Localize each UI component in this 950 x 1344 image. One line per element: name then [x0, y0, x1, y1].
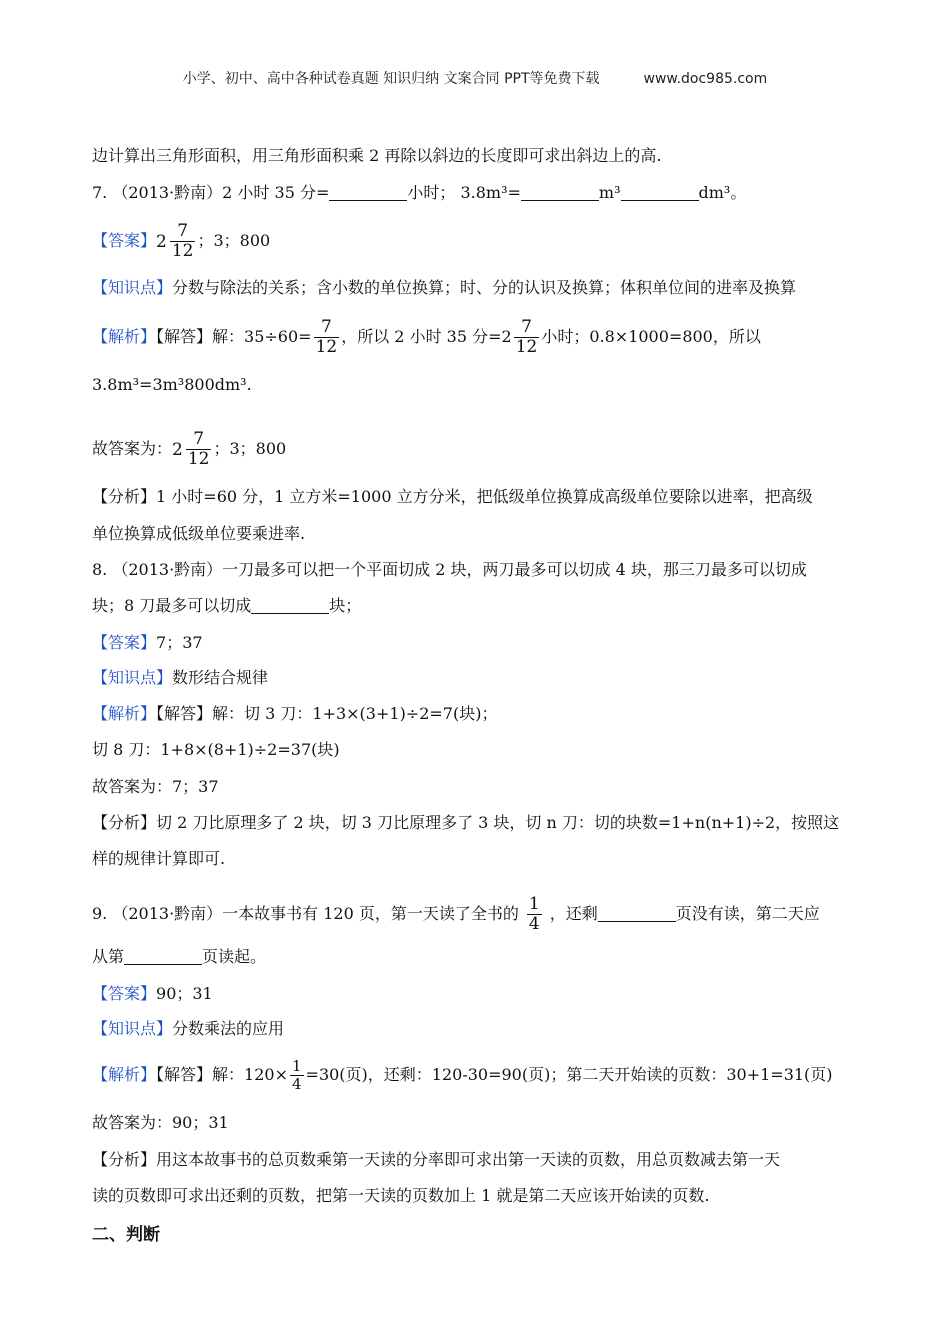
q9-blank-2[interactable]	[124, 948, 202, 965]
solution-tag: 【解答】	[156, 1065, 213, 1084]
q7-knowledge	[92, 277, 796, 299]
q7-blank-1[interactable]	[329, 184, 407, 201]
q9-line2-a: 从第	[92, 947, 125, 966]
q7-solution	[92, 318, 761, 357]
q9-answer	[92, 983, 213, 1005]
q9-answer-text: 90；31	[156, 984, 213, 1003]
q7-comment1: 1 小时=60 分，1 立方米=1000 立方分米，把低级单位换算成高级单位要除以进率，把高级	[156, 487, 813, 506]
q7-knowledge-text: 分数与除法的关系；含小数的单位换算；时、分的认识及换算；体积单位间的进率及换算	[172, 278, 797, 297]
q8-question-line1: 8. （2013·黔南）一刀最多可以把一个平面切成 2 块，两刀最多可以切成 4 块，那三刀最多可以切成	[92, 560, 807, 579]
q8-sol1: 解：切 3 刀：1+3×(3+1)÷2=7(块)；	[212, 704, 498, 723]
q9-knowledge	[92, 1018, 284, 1040]
q7-sol-den: 12	[315, 337, 338, 357]
q7-final-fraction	[186, 430, 212, 469]
q7-comment2: 单位换算成低级单位要乘进率.	[92, 524, 306, 543]
q8-answer-text: 7；37	[156, 633, 203, 652]
carry-line: 边计算出三角形面积，用三角形面积乘 2 再除以斜边的长度即可求出斜边上的高.	[92, 146, 662, 165]
q7-answer-fraction	[170, 222, 196, 261]
q9-blank-1[interactable]	[598, 905, 676, 922]
analysis-tag: 【解析】	[92, 1065, 157, 1084]
q8-final: 故答案为：7；37	[92, 777, 219, 796]
solution-tag: 【解答】	[156, 327, 213, 346]
q7-answer-whole: 2	[156, 231, 167, 252]
q9-sol-num: 1	[291, 1057, 302, 1075]
q7-mid2: m³	[598, 183, 621, 202]
q8-solution-line2: 切 8 刀：1+8×(8+1)÷2=37(块)	[92, 740, 340, 759]
q7-sol-num-2: 7	[521, 317, 532, 337]
knowledge-tag: 【知识点】	[92, 278, 173, 297]
q9-sol2: =30(页)，还剩：120-30=90(页)；第二天开始读的页数：30+1=31(页)	[305, 1065, 833, 1084]
q8-knowledge-text: 数形结合规律	[172, 668, 269, 687]
q8-question-line2	[92, 595, 361, 617]
q9-final: 故答案为：90；31	[92, 1113, 229, 1132]
comment-tag: 【分析】	[92, 813, 157, 832]
q7-question	[92, 182, 746, 204]
q7-mid1: 小时； 3.8m³=	[407, 183, 521, 202]
q9-frac-den: 4	[528, 914, 540, 934]
q8-knowledge	[92, 667, 268, 689]
q7-final-num: 7	[193, 429, 205, 449]
q9-sol-den: 4	[291, 1075, 302, 1093]
comment-tag: 【分析】	[92, 487, 157, 506]
q7-sol-fraction	[314, 318, 340, 357]
q9-solution	[92, 1058, 833, 1093]
q7-sol-fraction-2	[514, 318, 540, 357]
q7-sol1: 解：35÷60=	[212, 327, 312, 346]
q9-line2-b: 页读起。	[202, 947, 267, 966]
q7-final-whole: 2	[172, 439, 183, 460]
q7-sol-den-2: 12	[515, 337, 538, 357]
q9-comment1: 用这本故事书的总页数乘第一天读的分率即可求出第一天读的页数，用总页数减去第一天	[156, 1150, 781, 1169]
page-header	[0, 68, 950, 88]
q8-answer	[92, 632, 203, 654]
solution-tag: 【解答】	[156, 704, 213, 723]
q7-sol3: 小时；0.8×1000=800，所以	[541, 327, 761, 346]
q8-line2-a: 块；8 刀最多可以切成	[92, 596, 252, 615]
q7-final	[92, 430, 286, 469]
knowledge-tag: 【知识点】	[92, 668, 173, 687]
header-site: www.doc985.com	[643, 71, 768, 87]
q8-comment2: 样的规律计算即可.	[92, 849, 226, 868]
q8-comment1: 切 2 刀比原理多了 2 块，切 3 刀比原理多了 3 块，切 n 刀：切的块数=1+n(n+1)÷2，按照这	[156, 813, 840, 832]
q9-question-line1	[92, 895, 820, 934]
q9-frac-num: 1	[528, 894, 540, 914]
q9-comment	[92, 1149, 780, 1171]
q8-comment	[92, 812, 839, 834]
q9-sol1: 解：120×	[212, 1065, 288, 1084]
q7-final-prefix: 故答案为：	[92, 439, 173, 458]
q7-comment	[92, 486, 813, 508]
q9-comment2: 读的页数即可求出还剩的页数，把第一天读的页数加上 1 就是第二天应该开始读的页数.	[92, 1186, 710, 1205]
q9-fraction	[527, 895, 542, 934]
comment-tag: 【分析】	[92, 1150, 157, 1169]
q9-knowledge-text: 分数乘法的应用	[172, 1019, 285, 1038]
q9-sol-fraction	[290, 1058, 304, 1093]
q7-answer-num: 7	[177, 221, 189, 241]
q9-line1-b: ，还剩	[549, 904, 598, 923]
answer-tag: 【答案】	[92, 633, 157, 652]
analysis-tag: 【解析】	[92, 327, 157, 346]
header-text: 小学、初中、高中各种试卷真题 知识归纳 文案合同 PPT等免费下载	[182, 71, 600, 87]
q9-line1-a: 9. （2013·黔南）一本故事书有 120 页，第一天读了全书的	[92, 904, 519, 923]
q7-final-rest: ；3；800	[213, 439, 287, 458]
q8-blank[interactable]	[251, 597, 329, 614]
q7-answer-rest: ；3；800	[197, 231, 271, 250]
q7-blank-3[interactable]	[621, 184, 699, 201]
q7-blank-2[interactable]	[521, 184, 599, 201]
q9-line1-c: 页没有读，第二天应	[675, 904, 820, 923]
q7-prefix: 7. （2013·黔南）2 小时 35 分=	[92, 183, 330, 202]
q7-answer-den: 12	[171, 241, 194, 261]
q7-sol2: ，所以 2 小时 35 分=2	[341, 327, 512, 346]
section-heading: 二、判断	[92, 1225, 160, 1245]
knowledge-tag: 【知识点】	[92, 1019, 173, 1038]
answer-tag: 【答案】	[92, 231, 157, 250]
analysis-tag: 【解析】	[92, 704, 157, 723]
q7-final-den: 12	[187, 449, 210, 469]
q7-sol-num: 7	[320, 317, 332, 337]
q7-end: dm³。	[698, 183, 747, 202]
q9-question-line2	[92, 946, 266, 968]
q8-line2-b: 块；	[329, 596, 362, 615]
q7-answer	[92, 222, 270, 261]
q7-solution-line2: 3.8m³=3m³800dm³.	[92, 375, 252, 394]
q8-solution	[92, 703, 497, 725]
answer-tag: 【答案】	[92, 984, 157, 1003]
